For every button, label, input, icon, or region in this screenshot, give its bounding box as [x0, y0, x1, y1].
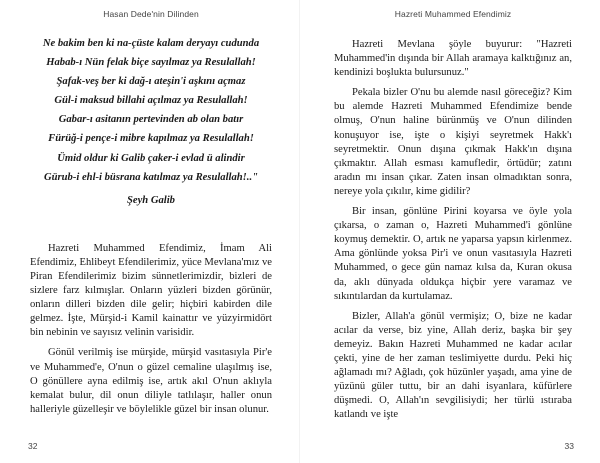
poem-line: Gül-i maksud billahi açılmaz ya Resulallah! — [54, 95, 248, 107]
left-body-text — [30, 242, 272, 417]
paragraph: Bizler, Allah'a gönül vermişiz; O, bize ne kadar acılar da verse, biz yine, Allah deriz, başka bir şey demeyiz. Bakın Hazreti Muhammed ne kadar acılar çekti, yine de her zaman teslimiyette durdu. Peki hiç ağlamadı mı? Ağladı, çok hüzünler yaşadı, ama yine de yüzünü güler tuttu, bir an dahi isyanlara, küfürlere düşmedi. O, Allah'ın sevgilisiydi; her türlü ıstıraba katlandı ve işte — [334, 310, 572, 421]
right-page — [300, 0, 600, 463]
poem-line: Fürüğ-i pençe-i mibre kapılmaz ya Resulallah! — [48, 133, 254, 145]
poem-line: Şafak-veş ber ki dağ-ı ateşin'i aşkını açmaz — [56, 76, 246, 88]
page-number-left: 32 — [28, 441, 38, 451]
running-head-left: Hasan Dede'nin Dilinden — [103, 9, 199, 19]
poem — [30, 34, 272, 209]
poem-line: Gabar-ı asitanın pertevinden ab olan batır — [58, 114, 244, 126]
right-body-text — [334, 38, 572, 422]
poem-line: Ümid oldur ki Galib çaker-i evlad ü alindir — [57, 152, 245, 164]
page-number-right: 33 — [564, 441, 574, 451]
poem-line: Ne bakim ben ki na-çüste kalam deryayı cudunda — [42, 38, 260, 49]
paragraph: Bir insan, gönlüne Pirini koyarsa ve öyle yola çıkarsa, o zaman o, Hazreti Muhammed'i gönlüne koymuş demektir. O, artık ne yaparsa yapsın kirlenmez. Ama gönlünde yoksa Pir'i ve onun vasıtasıyla Hazreti Muhammed, o gece gün namaz kılsa da, Kuran okusa da, aklı dünyada oldukça hiçbir yere varamaz ve sıkıntılardan da kurtulamaz. — [334, 206, 572, 302]
poem-line: Gürub-i ehl-i büsrana katılmaz ya Resulallah!.." — [44, 171, 258, 183]
paragraph: Gönül verilmiş ise mürşide, mürşid vasıtasıyla Pir'e ve Muhammed'e, O'nun o güzel cemaline ulaşılmış ise, O gönüllere ayna edilmiş ise, artık akıl O'nun aklıyla kemalat bulur, dil onun diliyle tatlılaşır, haller onun halleriyle güzelleşir ve böylelikle güzel bir insan olunur. — [30, 347, 272, 415]
poem-line: Habab-ı Nün felak biçe sayılmaz ya Resulallah! — [46, 57, 256, 69]
running-head-right: Hazreti Muhammed Efendimiz — [394, 9, 512, 19]
paragraph: Pekala bizler O'nu bu alemde nasıl göreceğiz? Kim bu alemde Hazreti Muhammed Efendimize bende olmuş, O'nun haline bürünmüş ve O'nun dilinden konuşuyor ise, işte o kişiyi seyretmek Hakk'ı seyretmektir. Onun dışına çıkmak Hakk'ın dışına çıkmaktır. Allah esması kamufledir, örtüdür; zatını aradın mı insan çıkar. Zaten insan olmadıktan sonra, nereye yola çıkılır, kime gidilir? — [334, 87, 572, 197]
paragraph: Hazreti Mevlana şöyle buyurur: "Hazreti Muhammed'in dışında bir Allah aramaya kalktığınız an, kendinizi boşlukta bulursunuz." — [334, 39, 572, 79]
paragraph: Hazreti Muhammed Efendimiz, İmam Ali Efendimiz, Ehlibeyt Efendilerimiz, yüce Mevlana'mız ve Piran Efendilerimiz bizim sünnetlerimizdir, bizleri de sizlere farz kılmışlar. Onların yüzleri bizden görünür, onların dilleri bizden dile gelir; hiçbiri kabirden dile gelmez. İşte, Mürşid-i Kamil kainattır ve yüzyirmidört bin nebinin ve sayısız velinin varisidir. — [30, 242, 272, 339]
poem-signature: Şeyh Galib — [127, 194, 175, 206]
